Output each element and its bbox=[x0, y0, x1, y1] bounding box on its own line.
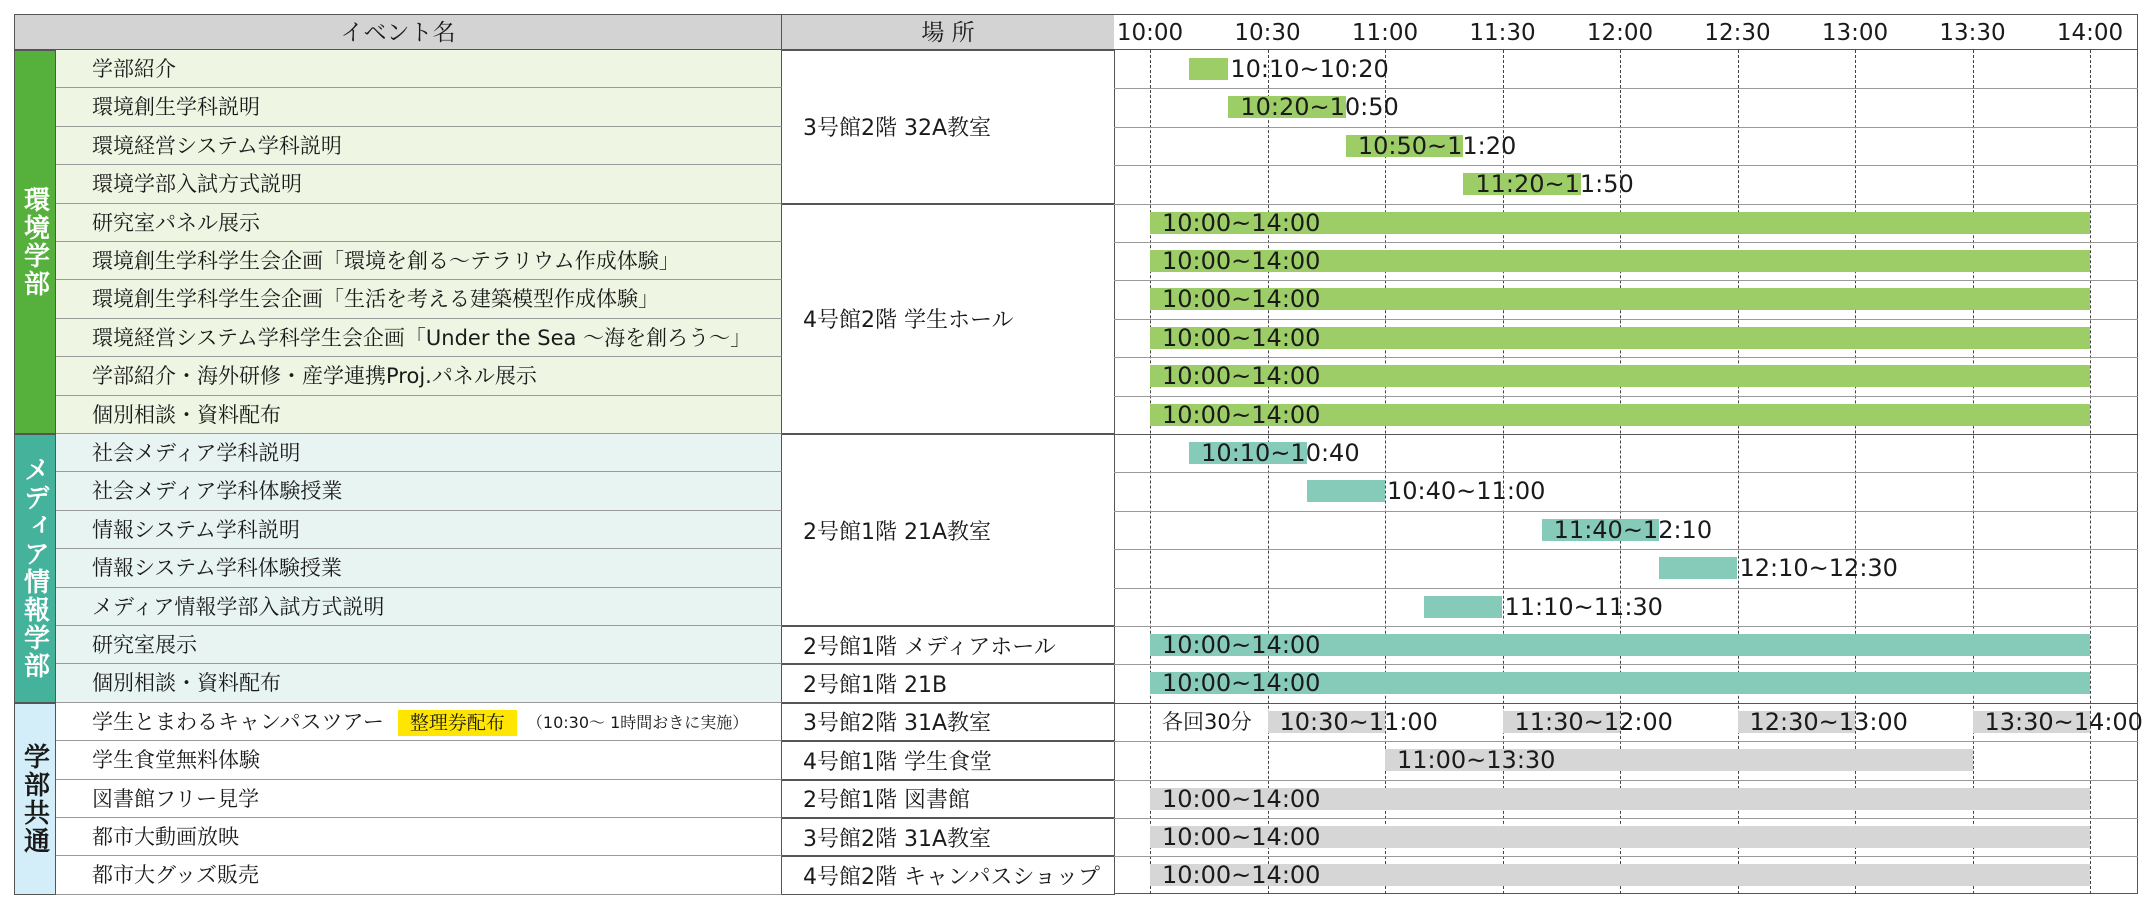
schedule-time-label: 10:00~14:00 bbox=[1162, 323, 1321, 352]
schedule-time-label: 11:40~12:10 bbox=[1553, 515, 1713, 544]
timeline-row-divider bbox=[1114, 549, 2138, 550]
group-name: 学部共通 bbox=[19, 742, 50, 855]
event-row-name bbox=[56, 165, 782, 203]
schedule-time-label: 10:50~11:20 bbox=[1357, 131, 1517, 160]
event-name: 学部紹介 bbox=[92, 57, 176, 81]
event-name: 都市大グッズ販売 bbox=[92, 863, 259, 888]
event-name: 社会メディア学科体験授業 bbox=[92, 479, 343, 504]
event-row-name bbox=[56, 319, 782, 357]
event-name: 研究室展示 bbox=[92, 633, 197, 657]
event-name: 学生とまわるキャンパスツアー bbox=[92, 709, 384, 734]
event-name: 環境学部入試方式説明 bbox=[92, 172, 302, 197]
schedule-time-label: 10:00~14:00 bbox=[1162, 208, 1321, 237]
event-row-name bbox=[56, 50, 782, 88]
time-tick-label: 14:00 bbox=[2056, 20, 2124, 46]
time-tick-label: 11:00 bbox=[1351, 20, 1419, 46]
schedule-time-label: 13:30~14:00 bbox=[1984, 707, 2143, 736]
event-row-name bbox=[56, 856, 782, 894]
event-row-name bbox=[56, 357, 782, 395]
schedule-time-label: 10:00~14:00 bbox=[1162, 784, 1321, 813]
event-row-name bbox=[56, 396, 782, 434]
schedule-time-label: 10:10~10:40 bbox=[1201, 439, 1360, 467]
event-row-name bbox=[56, 588, 782, 626]
event-location: 3号館2階 32A教室 bbox=[781, 50, 1115, 204]
schedule-time-label: 11:20~11:50 bbox=[1475, 170, 1634, 199]
schedule-time-label: 10:00~14:00 bbox=[1162, 823, 1321, 851]
time-tick-label: 12:30 bbox=[1704, 20, 1771, 46]
group-name: 環境学部 bbox=[19, 186, 50, 298]
event-name: 環境創生学科学生会企画「環境を創る～テラリウム作成体験」 bbox=[92, 249, 680, 273]
schedule-time-label: 10:00~14:00 bbox=[1162, 861, 1321, 890]
event-location: 3号館2階 31A教室 bbox=[781, 703, 1115, 741]
event-row-name bbox=[56, 127, 782, 165]
time-tick-label: 12:00 bbox=[1586, 20, 1654, 46]
event-row-name bbox=[56, 511, 782, 549]
schedule-bar bbox=[1307, 480, 1385, 502]
schedule-time-label: 10:10~10:20 bbox=[1230, 55, 1389, 83]
group-label bbox=[14, 434, 56, 703]
event-name: 都市大動画放映 bbox=[92, 825, 239, 849]
event-name: 図書館フリー見学 bbox=[92, 786, 260, 811]
event-name: 学生食堂無料体験 bbox=[92, 748, 260, 773]
event-row-name bbox=[56, 549, 782, 587]
schedule-time-label: 10:00~14:00 bbox=[1162, 285, 1321, 314]
schedule-time-label: 11:10~11:30 bbox=[1504, 592, 1663, 621]
timeline-row-divider bbox=[1114, 127, 2138, 128]
event-row-name bbox=[56, 780, 782, 818]
schedule-time-label: 10:30~11:00 bbox=[1279, 707, 1438, 736]
event-name: 環境創生学科説明 bbox=[92, 95, 260, 120]
event-name: メディア情報学部入試方式説明 bbox=[92, 594, 385, 619]
event-name: 個別相談・資料配布 bbox=[92, 402, 281, 427]
event-location: 2号館1階 図書館 bbox=[781, 780, 1115, 818]
schedule-bar bbox=[1424, 596, 1502, 618]
schedule-time-label: 11:00~13:30 bbox=[1397, 746, 1556, 775]
timeline-row-divider bbox=[1114, 472, 2138, 473]
event-name: 個別相談・資料配布 bbox=[92, 671, 281, 696]
schedule-time-label: 12:30~13:00 bbox=[1749, 707, 1908, 736]
schedule-time-label: 10:40~11:00 bbox=[1387, 477, 1546, 506]
time-tick-label: 13:30 bbox=[1939, 20, 2006, 46]
header-event-column: イベント名 bbox=[14, 14, 782, 50]
group-label bbox=[14, 703, 56, 895]
event-row-name bbox=[56, 434, 782, 472]
event-location: 4号館1階 学生食堂 bbox=[781, 741, 1115, 779]
event-location: 2号館1階 21B bbox=[781, 664, 1115, 702]
schedule-time-label: 10:00~14:00 bbox=[1162, 362, 1321, 391]
event-location: 4号館2階 キャンパスショップ bbox=[781, 856, 1115, 894]
header-time-axis bbox=[1114, 14, 2138, 50]
schedule-time-label: 10:00~14:00 bbox=[1162, 669, 1321, 698]
schedule-time-label: 10:00~14:00 bbox=[1162, 400, 1321, 429]
event-name: 環境経営システム学科説明 bbox=[92, 133, 342, 158]
event-name: 情報システム学科説明 bbox=[92, 517, 300, 542]
event-location: 4号館2階 学生ホール bbox=[781, 204, 1115, 434]
event-name: 情報システム学科体験授業 bbox=[92, 556, 342, 581]
schedule-bar bbox=[1659, 557, 1737, 579]
schedule-time-label: 10:20~10:50 bbox=[1240, 93, 1399, 122]
event-row-name bbox=[56, 280, 782, 318]
event-name: 環境経営システム学科学生会企画「Under the Sea ～海を創ろう～」 bbox=[92, 325, 752, 350]
group-name: メディア情報学部 bbox=[19, 456, 50, 681]
time-tick-label: 10:00 bbox=[1116, 20, 1184, 46]
event-location: 3号館2階 31A教室 bbox=[781, 818, 1115, 856]
schedule-time-label: 12:10~12:30 bbox=[1739, 554, 1898, 583]
event-name: 研究室パネル展示 bbox=[92, 210, 260, 235]
timeline-row-divider bbox=[1114, 741, 2138, 742]
group-label bbox=[14, 50, 56, 434]
event-schedule-table bbox=[14, 14, 2143, 894]
event-row-name bbox=[56, 472, 782, 510]
event-name: 社会メディア学科説明 bbox=[92, 441, 301, 465]
header-place-column: 場 所 bbox=[781, 14, 1115, 50]
event-row-name bbox=[56, 204, 782, 242]
event-row-name bbox=[56, 818, 782, 856]
event-row-name bbox=[56, 664, 782, 702]
event-location: 2号館1階 21A教室 bbox=[781, 434, 1115, 626]
event-row-name bbox=[56, 626, 782, 664]
event-row-name bbox=[56, 703, 782, 741]
event-row-name bbox=[56, 242, 782, 280]
session-duration-label: 各回30分 bbox=[1162, 709, 1252, 734]
schedule-time-label: 10:00~14:00 bbox=[1162, 631, 1321, 659]
schedule-time-label: 10:00~14:00 bbox=[1162, 247, 1321, 275]
schedule-bar bbox=[1189, 58, 1228, 80]
time-tick-label: 13:00 bbox=[1821, 20, 1889, 46]
ticket-badge: 整理券配布 bbox=[398, 710, 517, 736]
event-row-name bbox=[56, 88, 782, 126]
schedule-time-label: 11:30~12:00 bbox=[1514, 707, 1673, 736]
time-tick-label: 11:30 bbox=[1469, 20, 1536, 46]
event-name: 環境創生学科学生会企画「生活を考える建築模型作成体験」 bbox=[92, 287, 659, 312]
event-name: 学部紹介・海外研修・産学連携Proj.パネル展示 bbox=[92, 364, 537, 389]
event-row-name bbox=[56, 741, 782, 779]
event-location: 2号館1階 メディアホール bbox=[781, 626, 1115, 664]
tour-schedule-note: （10:30～ 1時間おきに実施） bbox=[526, 712, 749, 732]
time-tick-label: 10:30 bbox=[1234, 20, 1301, 46]
